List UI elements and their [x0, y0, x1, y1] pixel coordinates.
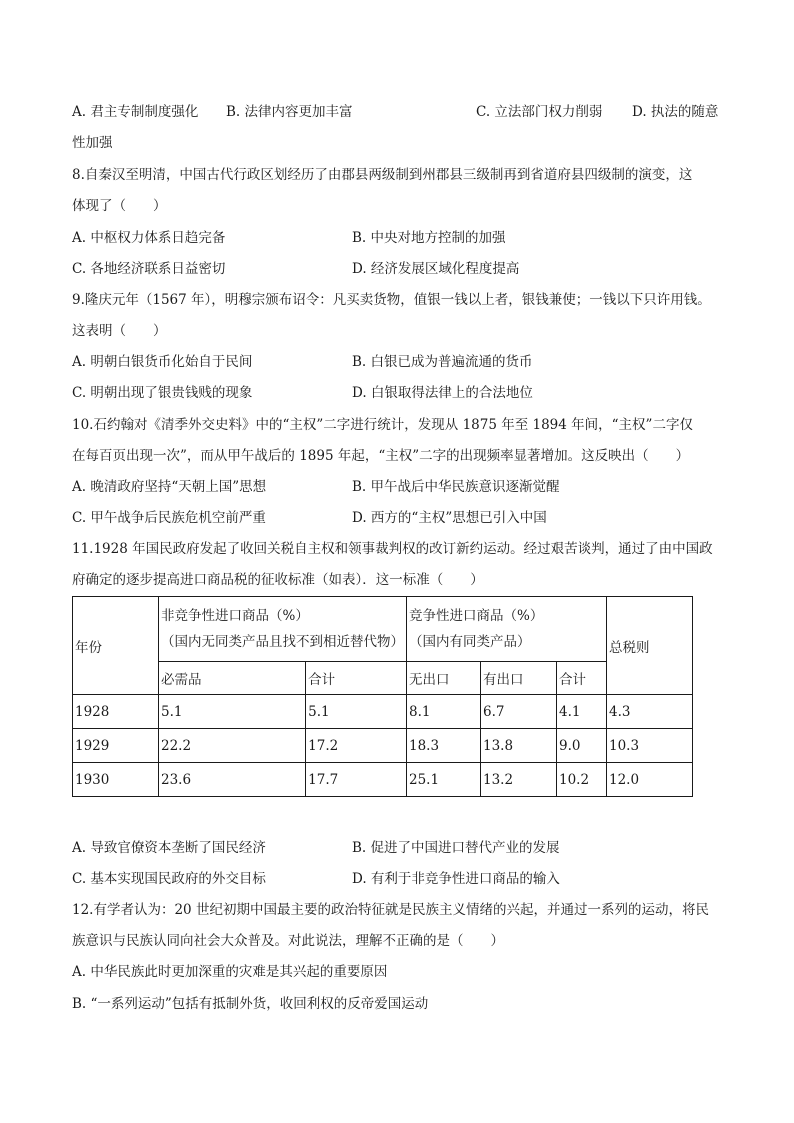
table-cell: 25.1	[407, 763, 481, 797]
table-cell: 8.1	[407, 695, 481, 729]
q11-option-a: A. 导致官僚资本垄断了国民经济	[72, 840, 266, 856]
import-tariff-table	[72, 596, 693, 797]
q12-stem-line-1: 12.有学者认为：20 世纪初期中国最主要的政治特征就是民族主义情绪的兴起，并通过一系列的运动，将民	[72, 902, 709, 918]
q10-option-a: A. 晚清政府坚持“天朝上国”思想	[72, 479, 267, 495]
header-noncompetitive-group	[159, 597, 407, 662]
q8-option-c: C. 各地经济联系日益密切	[72, 261, 226, 277]
table-cell: 9.0	[557, 729, 607, 763]
subheader-noncompetitive-total: 合计	[306, 662, 407, 695]
table-cell: 10.2	[557, 763, 607, 797]
q9-stem-line-1: 9.隆庆元年（1567 年），明穆宗颁布诏令：凡买卖货物，值银一钱以上者，银钱兼使；一钱以下只许用钱。	[72, 292, 711, 308]
table-row	[73, 763, 693, 797]
header-competitive-title: 竞争性进口商品（%）	[409, 608, 544, 624]
q7-option-b: B. 法律内容更加丰富	[226, 104, 353, 120]
q9-option-a: A. 明朝白银货币化始自于民间	[72, 354, 253, 370]
q12-option-a: A. 中华民族此时更加深重的灾难是其兴起的重要原因	[72, 964, 388, 980]
q11-option-d: D. 有利于非竞争性进口商品的输入	[352, 871, 560, 887]
q8-stem-line-1: 8.自秦汉至明清，中国古代行政区划经历了由郡县两级制到州郡县三级制再到省道府县四级制的演变，这	[72, 167, 693, 183]
q10-option-d: D. 西方的“主权”思想已引入中国	[352, 510, 547, 526]
table-cell: 12.0	[607, 763, 693, 797]
q8-option-d: D. 经济发展区域化程度提高	[352, 261, 520, 277]
q10-stem-line-1: 10.石约翰对《清季外交史料》中的“主权”二字进行统计，发现从 1875 年至 1894 年间，“主权”二字仅	[72, 417, 693, 433]
q9-option-b: B. 白银已成为普遍流通的货币	[352, 354, 533, 370]
table-cell: 5.1	[159, 695, 306, 729]
table-cell: 1930	[73, 763, 159, 797]
table-row	[73, 695, 693, 729]
q9-option-d: D. 白银取得法律上的合法地位	[352, 385, 533, 401]
table-cell: 22.2	[159, 729, 306, 763]
table-cell: 17.2	[306, 729, 407, 763]
table-cell: 4.1	[557, 695, 607, 729]
table-cell: 10.3	[607, 729, 693, 763]
q12-option-b: B. “一系列运动”包括有抵制外货，收回利权的反帝爱国运动	[72, 996, 429, 1012]
q11-stem-line-1: 11.1928 年国民政府发起了收回关税自主权和领事裁判权的改订新约运动。经过艰苦谈判，通过了由中国政	[72, 541, 713, 557]
q10-stem-line-2: 在每百页出现一次”，而从甲午战后的 1895 年起，“主权”二字的出现频率显著增加。这反映出（ ）	[72, 448, 690, 464]
q8-option-a: A. 中枢权力体系日趋完备	[72, 230, 226, 246]
q11-stem-line-2: 府确定的逐步提高进口商品税的征收标准（如表）．这一标准（ ）	[72, 572, 484, 588]
header-noncompetitive-subtitle: （国内无同类产品且找不到相近替代物）	[161, 634, 404, 650]
header-noncompetitive-title: 非竞争性进口商品（%）	[161, 608, 309, 624]
q7-option-c: C. 立法部门权力削弱	[476, 104, 603, 120]
q10-option-b: B. 甲午战后中华民族意识逐渐觉醒	[352, 479, 560, 495]
q11-option-b: B. 促进了中国进口替代产业的发展	[352, 840, 560, 856]
header-competitive-group	[407, 597, 607, 662]
table-cell: 17.7	[306, 763, 407, 797]
table-cell: 1929	[73, 729, 159, 763]
table-cell: 6.7	[481, 695, 557, 729]
subheader-competitive-total: 合计	[557, 662, 607, 695]
q7-option-d: D. 执法的随意	[632, 104, 719, 120]
table-cell: 18.3	[407, 729, 481, 763]
table-cell: 5.1	[306, 695, 407, 729]
subheader-with-export: 有出口	[481, 662, 557, 695]
q10-option-c: C. 甲午战争后民族危机空前严重	[72, 510, 266, 526]
subheader-no-export: 无出口	[407, 662, 481, 695]
q7-option-d-continuation: 性加强	[72, 135, 113, 151]
q11-option-c: C. 基本实现国民政府的外交目标	[72, 871, 266, 887]
q9-option-c: C. 明朝出现了银贵钱贱的现象	[72, 385, 253, 401]
table-cell: 4.3	[607, 695, 693, 729]
q8-stem-line-2: 体现了（ ）	[72, 198, 167, 214]
table-cell: 13.8	[481, 729, 557, 763]
table-row	[73, 729, 693, 763]
q12-stem-line-2: 族意识与民族认同向社会大众普及。对此说法，理解不正确的是（ ）	[72, 933, 504, 949]
table-cell: 13.2	[481, 763, 557, 797]
q9-stem-line-2: 这表明（ ）	[72, 323, 167, 339]
q8-option-b: B. 中央对地方控制的加强	[352, 230, 506, 246]
subheader-necessities: 必需品	[159, 662, 306, 695]
header-competitive-subtitle: （国内有同类产品）	[409, 634, 531, 650]
q7-option-a: A. 君主专制制度强化	[72, 104, 199, 120]
header-total-tariff: 总税则	[607, 597, 693, 695]
table-cell: 1928	[73, 695, 159, 729]
table-cell: 23.6	[159, 763, 306, 797]
header-year: 年份	[73, 597, 159, 695]
